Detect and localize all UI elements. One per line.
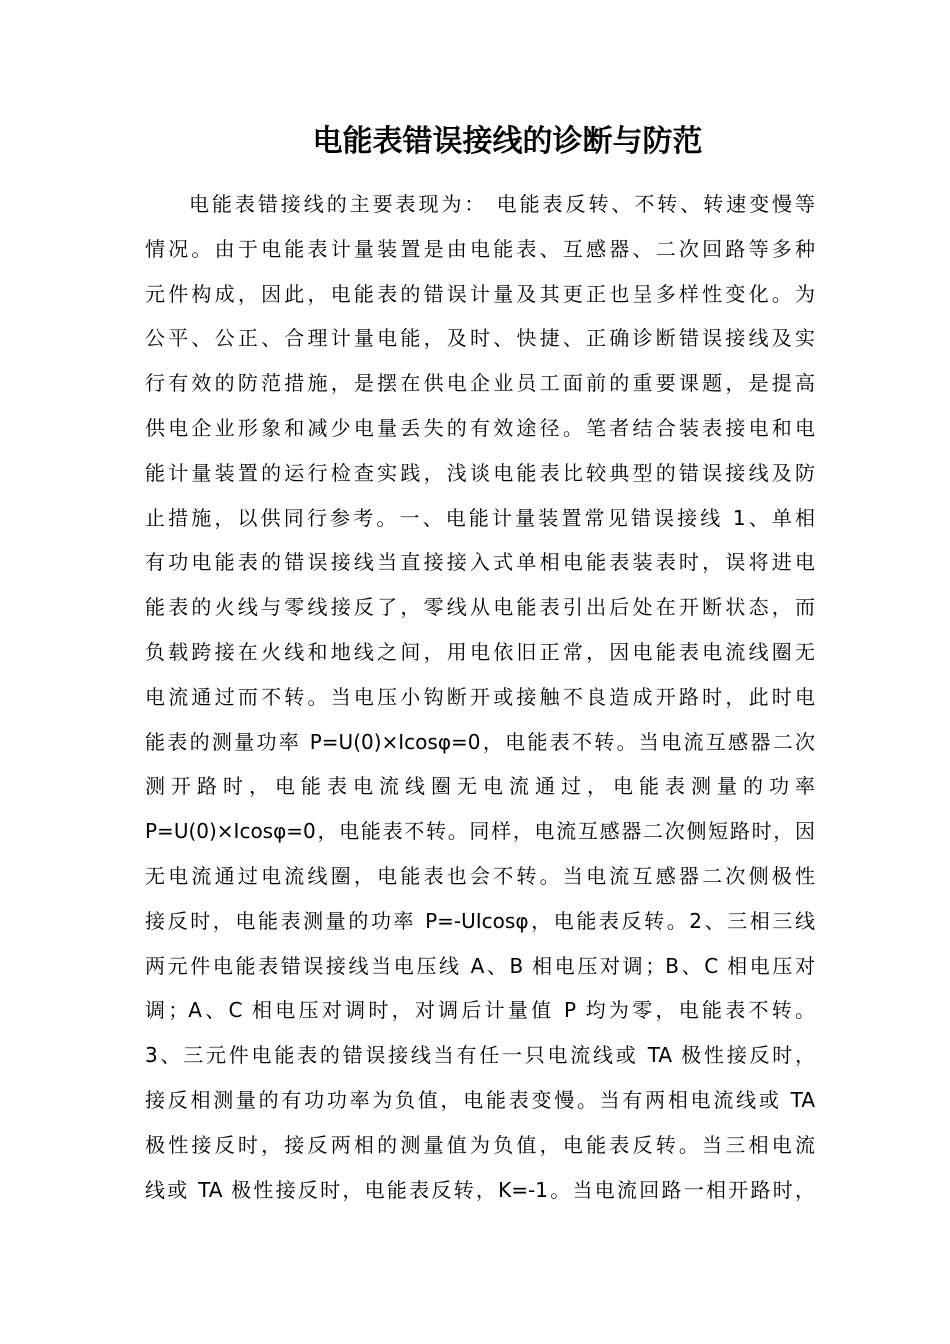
text-line: P=U(0)×Icosφ=0，电能表不转。同样，电流互感器二次侧短路时，因 bbox=[145, 819, 815, 844]
text-line: 公平、公正、合理计量电能，及时、快捷、正确诊断错误接线及实 bbox=[145, 326, 815, 351]
text-line: 测开路时，电能表电流线圈无电流通过，电能表测量的功率 bbox=[145, 774, 815, 799]
text-line: 有功电能表的错误接线当直接接入式单相电能表装表时，误将进电 bbox=[145, 550, 815, 575]
text-line: 负载跨接在火线和地线之间，用电依旧正常，因电能表电流线圈无 bbox=[145, 639, 815, 664]
text-line: 能表的测量功率 P=U(0)×Icosφ=0，电能表不转。当电流互感器二次 bbox=[145, 729, 815, 754]
text-line: 极性接反时，接反两相的测量值为负值，电能表反转。当三相电流 bbox=[145, 1132, 815, 1157]
text-line: 元件构成，因此，电能表的错误计量及其更正也呈多样性变化。为 bbox=[145, 281, 815, 306]
text-line: 电流通过而不转。当电压小钩断开或接触不良造成开路时，此时电 bbox=[145, 684, 815, 709]
text-line: 供电企业形象和减少电量丢失的有效途径。笔者结合装表接电和电 bbox=[145, 415, 815, 440]
document-body bbox=[145, 182, 815, 1212]
text-line: 接反时，电能表测量的功率 P=-UIcosφ，电能表反转。2、三相三线 bbox=[145, 908, 815, 933]
text-line: 线或 TA 极性接反时，电能表反转，K=-1。当电流回路一相开路时， bbox=[145, 1177, 815, 1202]
text-line: 电能表错接线的主要表现为： 电能表反转、不转、转速变慢等 bbox=[189, 192, 815, 216]
text-line: 3、三元件电能表的错误接线当有任一只电流线或 TA 极性接反时， bbox=[145, 1043, 815, 1068]
text-line: 调；A、C 相电压对调时，对调后计量值 P 均为零，电能表不转。 bbox=[145, 998, 815, 1023]
text-line: 两元件电能表错误接线当电压线 A、B 相电压对调；B、C 相电压对 bbox=[145, 953, 815, 978]
text-line: 接反相测量的有功功率为负值，电能表变慢。当有两相电流线或 TA bbox=[145, 1087, 815, 1112]
text-line: 能表的火线与零线接反了，零线从电能表引出后处在开断状态，而 bbox=[145, 595, 815, 620]
document-title: 电能表错误接线的诊断与防范 bbox=[312, 124, 703, 159]
text-line: 无电流通过电流线圈，电能表也会不转。当电流互感器二次侧极性 bbox=[145, 863, 815, 888]
text-line: 行有效的防范措施，是摆在供电企业员工面前的重要课题，是提高 bbox=[145, 371, 815, 396]
text-line: 情况。由于电能表计量装置是由电能表、互感器、二次回路等多种 bbox=[145, 236, 815, 261]
text-line: 能计量装置的运行检查实践，浅谈电能表比较典型的错误接线及防 bbox=[145, 460, 815, 485]
text-line: 止措施，以供同行参考。一、电能计量装置常见错误接线 1、单相 bbox=[145, 505, 815, 530]
